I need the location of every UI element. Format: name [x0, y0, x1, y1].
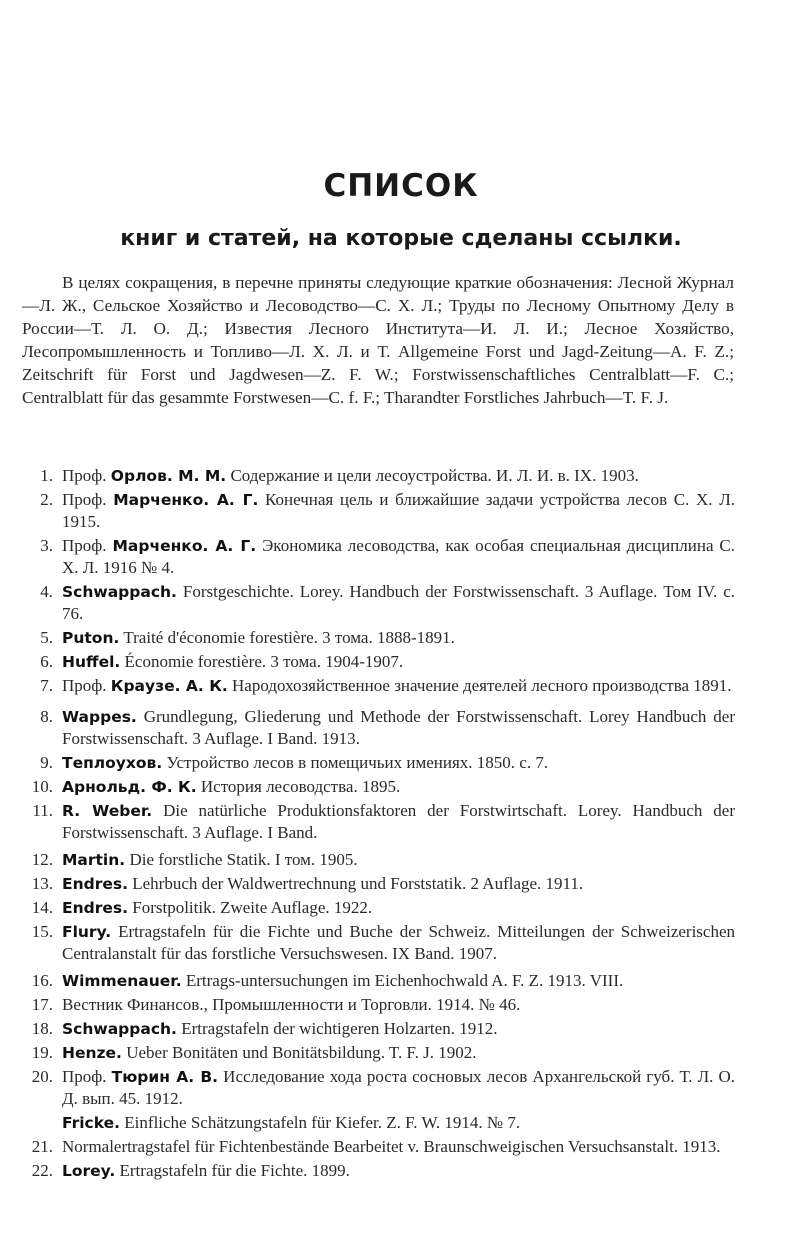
reference-title: Конечная цель и ближайшие задачи устройства лесов С. Х. Л. 1915.	[62, 490, 735, 531]
reference-title: Économie forestière. 3 тома. 1904-1907.	[124, 652, 404, 671]
reference-title: Устройство лесов в помещичьих имениях. 1850. с. 7.	[166, 753, 549, 772]
reference-author: Орлов. М. М.	[110, 467, 227, 485]
reference-author: R. Weber.	[62, 802, 153, 820]
reference-item	[0, 1042, 735, 1064]
reference-author: Марченко. А. Г.	[113, 491, 259, 509]
reference-title: Einfliche Schätzungstafeln für Kiefer. Z. F. W. 1914. № 7.	[124, 1113, 521, 1132]
reference-number: 22.	[31, 1161, 53, 1180]
reference-number: 15.	[31, 922, 53, 941]
reference-item	[0, 535, 735, 579]
intro-paragraph: В целях сокращения, в перечне приняты следующие краткие обозначения: Лесной Журнал—Л. Ж., Сельское Хозяйство и Лесоводство—С. Х. Л.; Труды по Лесному Опытному Делу в России—Т. Л. О. Д.; Известия Лесного Института—И. Л. И.; Лесное Хозяйство, Лесопромышленность и Топливо—Л. Х. Л. и Т. Allgemeine Forst und Jagd-Zeitung—A. F. Z.; Zeitschrift für Forst und Jagdwesen—Z. F. W.; Forstwissenschaftliches Centralblatt—F. C.; Centralblatt für das gesammte Forstwesen—C. f. F.; Tharandter Forstliches Jahrbuch—T. F. J.	[22, 273, 734, 407]
reference-number: 17.	[31, 995, 53, 1014]
reference-item	[0, 1136, 735, 1158]
reference-number: 5.	[40, 628, 53, 647]
reference-number: 2.	[40, 490, 53, 509]
reference-number: 11.	[32, 801, 53, 820]
page-title: СПИСОК	[323, 168, 479, 204]
reference-title: Traité d'économie forestière. 3 тома. 1888-1891.	[123, 628, 455, 647]
reference-title: Ertragstafeln für die Fichte. 1899.	[119, 1161, 350, 1180]
reference-title: Вестник Финансов., Промышленности и Торговли. 1914. № 46.	[62, 995, 521, 1014]
page-subtitle: книг и статей, на которые сделаны ссылки.	[120, 226, 682, 251]
reference-author: Тюрин А. В.	[111, 1068, 219, 1086]
reference-number: 4.	[40, 582, 53, 601]
reference-author: Endres.	[62, 875, 128, 893]
reference-number: 20.	[31, 1067, 53, 1086]
reference-title: Die natürliche Produktionsfaktoren der Forstwirtschaft. Lorey. Handbuch der Forstwissenschaft. 3 Auflage. I Band.	[62, 801, 736, 842]
reference-item	[0, 489, 735, 533]
reference-number: 19.	[31, 1043, 53, 1062]
reference-title: Normalertragstafel für Fichtenbestände Bearbeitet v. Braunschweigischen Versuchsanstalt. 1913.	[62, 1137, 721, 1156]
reference-author: Lorey.	[62, 1162, 116, 1180]
reference-prefix: Проф.	[62, 466, 107, 485]
reference-item	[0, 921, 735, 965]
reference-item	[0, 706, 735, 750]
reference-title: Grundlegung, Gliederung und Methode der Forstwissenschaft. Lorey Handbuch der Forstwissenschaft. 3 Auflage. I Band. 1913.	[62, 707, 735, 748]
reference-number: 1.	[40, 466, 53, 485]
reference-item	[0, 581, 735, 625]
reference-title: Ertragstafeln für die Fichte und Buche der Schweiz. Mitteilungen der Schweizerischen Centralanstalt für das forstliche Versuchswesen. IX Band. 1907.	[62, 922, 736, 963]
reference-author: Schwappach.	[62, 583, 177, 601]
reference-prefix: Проф.	[62, 676, 107, 695]
reference-prefix: Проф.	[62, 1067, 107, 1086]
reference-item	[0, 627, 735, 649]
reference-item	[0, 1112, 735, 1134]
reference-author: Fricke.	[62, 1114, 121, 1132]
reference-author: Martin.	[62, 851, 126, 869]
reference-title: Исследование хода роста сосновых лесов Архангельской губ. Т. Л. О. Д. вып. 45. 1912.	[62, 1067, 736, 1108]
reference-item	[0, 873, 735, 895]
reference-author: Марченко. А. Г.	[112, 537, 257, 555]
reference-number: 18.	[31, 1019, 53, 1038]
reference-author: Арнольд. Ф. К.	[62, 778, 197, 796]
reference-author: Wimmenauer.	[62, 972, 182, 990]
reference-author: Schwappach.	[62, 1020, 177, 1038]
reference-item	[0, 897, 735, 919]
reference-item	[0, 994, 735, 1016]
reference-number: 8.	[40, 707, 53, 726]
reference-prefix: Проф.	[62, 490, 107, 509]
reference-item	[0, 675, 735, 697]
reference-author: Endres.	[62, 899, 128, 917]
reference-title: Ueber Bonitäten und Bonitätsbildung. T. F. J. 1902.	[126, 1043, 477, 1062]
reference-item	[0, 800, 735, 844]
reference-title: Forstgeschichte. Lorey. Handbuch der Forstwissenschaft. 3 Auflage. Том IV. с. 76.	[62, 582, 735, 623]
reference-title: Lehrbuch der Waldwertrechnung und Forststatik. 2 Auflage. 1911.	[132, 874, 584, 893]
reference-item	[0, 1066, 735, 1110]
reference-number: 16.	[31, 971, 53, 990]
reference-author: Краузе. А. К.	[110, 677, 228, 695]
reference-number: 13.	[31, 874, 53, 893]
reference-number: 12.	[31, 850, 53, 869]
reference-author: Huffel.	[62, 653, 121, 671]
reference-number: 7.	[40, 676, 53, 695]
reference-item	[0, 1160, 735, 1182]
reference-list	[0, 465, 802, 1182]
reference-number: 14.	[31, 898, 53, 917]
reference-title: Народохозяйственное значение деятелей лесного производства 1891.	[232, 676, 732, 695]
reference-number: 21.	[31, 1137, 53, 1156]
reference-number: 10.	[31, 777, 53, 796]
reference-number: 3.	[40, 536, 53, 555]
reference-author: Henze.	[62, 1044, 122, 1062]
reference-author: Flury.	[62, 923, 112, 941]
reference-item	[0, 776, 735, 798]
reference-title: Ertragstafeln der wichtigeren Holzarten. 1912.	[181, 1019, 498, 1038]
reference-item	[0, 752, 735, 774]
reference-title: Forstpolitik. Zweite Auflage. 1922.	[132, 898, 373, 917]
reference-title: История лесоводства. 1895.	[200, 777, 401, 796]
reference-title: Die forstliche Statik. I том. 1905.	[129, 850, 358, 869]
reference-number: 6.	[40, 652, 53, 671]
reference-item	[0, 970, 735, 992]
reference-title: Содержание и цели лесоустройства. И. Л. И. в. IX. 1903.	[230, 466, 639, 485]
reference-number: 9.	[40, 753, 53, 772]
reference-author: Puton.	[62, 629, 120, 647]
reference-author: Wappes.	[62, 708, 137, 726]
reference-item	[0, 465, 735, 487]
reference-title: Экономика лесоводства, как особая специальная дисциплина С. Х. Л. 1916 № 4.	[62, 536, 736, 577]
reference-item	[0, 1018, 735, 1040]
reference-prefix: Проф.	[62, 536, 107, 555]
reference-item	[0, 849, 735, 871]
reference-title: Ertrags-untersuchungen im Eichenhochwald A. F. Z. 1913. VIII.	[185, 971, 624, 990]
reference-author: Теплоухов.	[62, 754, 163, 772]
reference-item	[0, 651, 735, 673]
